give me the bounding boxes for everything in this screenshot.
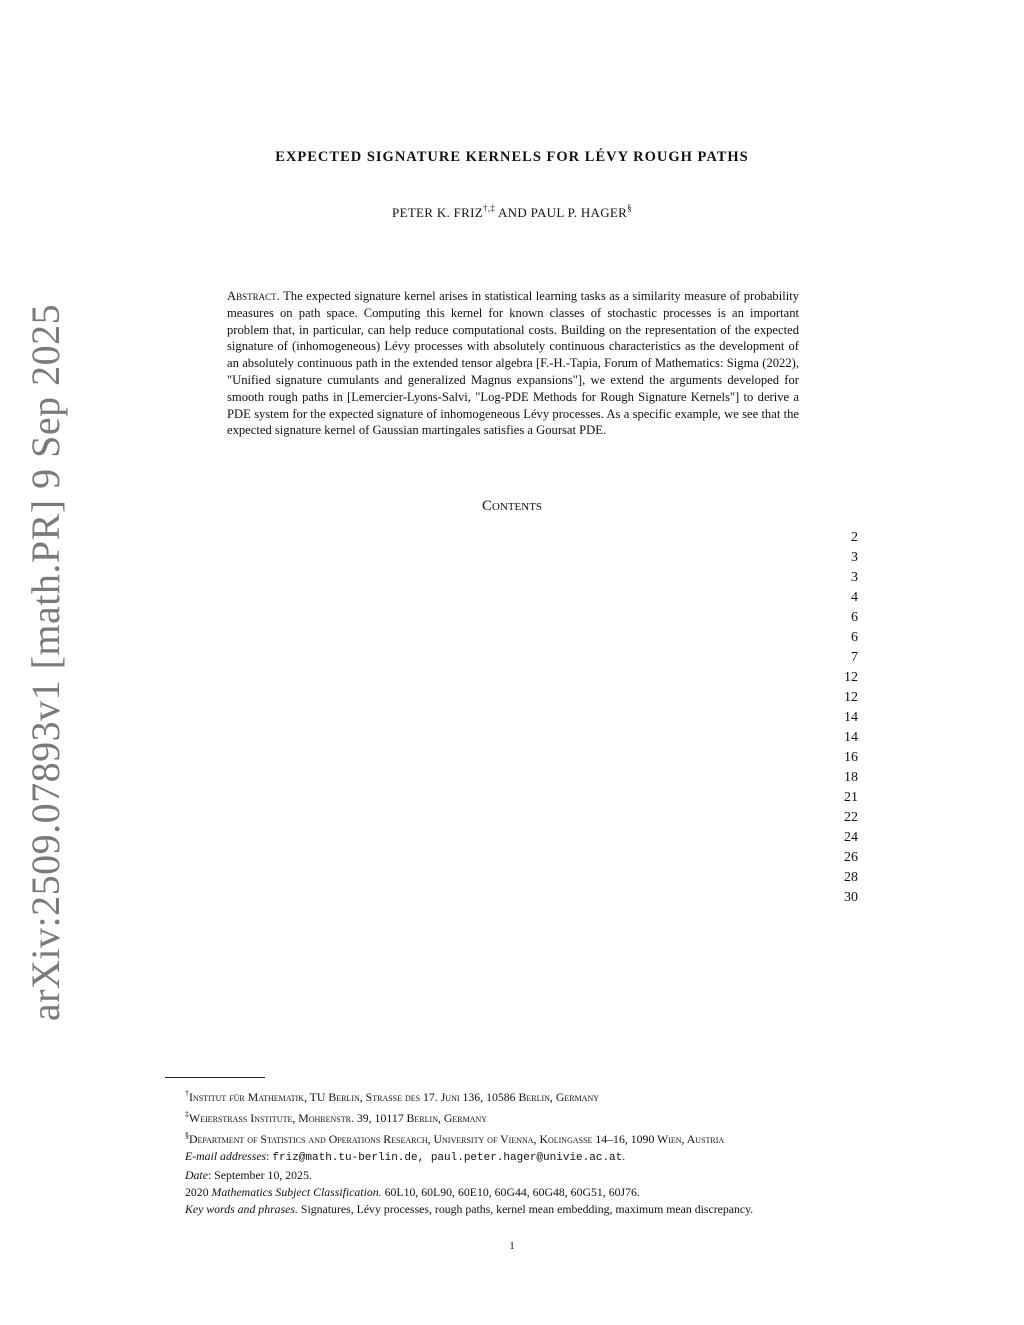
toc-page-number[interactable]: 24 — [844, 830, 858, 845]
author-conjunction: AND — [497, 205, 528, 220]
footnote-affiliation-3 — [165, 1127, 859, 1148]
keywords-label: Key words and phrases. — [185, 1202, 298, 1216]
page-number: 1 — [509, 1240, 515, 1252]
date-value: : September 10, 2025. — [207, 1168, 312, 1182]
toc-page-number[interactable]: 6 — [851, 630, 858, 645]
footnote-mark: § — [185, 1131, 189, 1140]
email-label: E-mail addresses — [185, 1149, 267, 1163]
toc-page-number[interactable]: 12 — [844, 670, 858, 685]
footnotes — [165, 1085, 859, 1218]
toc-page-number[interactable]: 7 — [851, 650, 858, 665]
msc-codes: 60L10, 60L90, 60E10, 60G44, 60G48, 60G51, 60J76. — [384, 1185, 640, 1199]
footnote-affiliation-1 — [165, 1085, 859, 1106]
contents-heading: Contents — [481, 498, 543, 514]
footnote-mark: † — [185, 1089, 189, 1098]
toc-page-number[interactable]: 21 — [844, 790, 858, 805]
toc-page-number[interactable]: 14 — [844, 710, 858, 725]
msc-line — [165, 1184, 859, 1201]
footnote-affiliation-2 — [165, 1106, 859, 1127]
abstract — [227, 288, 799, 439]
footnote-rule — [165, 1077, 265, 1078]
toc-page-number[interactable]: 6 — [851, 610, 858, 625]
author-1-affiliation-marks: †,‡ — [482, 203, 496, 213]
toc-page-number[interactable]: 3 — [851, 550, 858, 565]
author-1: PETER K. FRIZ — [392, 205, 483, 220]
toc-page-number[interactable]: 12 — [844, 690, 858, 705]
arxiv-sidebar-stamp — [23, 303, 69, 1021]
email-end: . — [622, 1149, 626, 1163]
toc-page-number[interactable]: 4 — [851, 590, 858, 605]
footnote-mark: ‡ — [185, 1110, 189, 1119]
author-2: PAUL P. HAGER — [530, 205, 628, 220]
affiliation-text: Institut für Mathematik, TU Berlin, Strasse des 17. Juni 136, 10586 Berlin, Germany — [189, 1090, 600, 1104]
msc-label: Mathematics Subject Classification. — [211, 1185, 382, 1199]
toc-page-number[interactable]: 30 — [844, 890, 858, 905]
msc-year: 2020 — [185, 1185, 209, 1199]
abstract-text: The expected signature kernel arises in statistical learning tasks as a similarity measure of probability measures on path space. Computing this kernel for known classes of stochastic processes is an important problem that, in particular, can help reduce computational costs. Building on the representation of the expected signature of (inhomogeneous) Lévy processes with absolutely continuous characteristics as the development of an absolutely continuous path in the extended tensor algebra [F.-H.-Tapia, Forum of Mathematics: Sigma (2022), "Unified signature cumulants and generalized Magnus expansions"], we extend the arguments developed for smooth rough paths in [Lemercier-Lyons-Salvi, "Log-PDE Methods for Rough Signature Kernels"] to derive a PDE system for the expected signature of inhomogeneous Lévy processes. As a specific example, we see that the expected signature kernel of Gaussian martingales satisfies a Goursat PDE. — [227, 289, 799, 438]
toc-page-number[interactable]: 26 — [844, 850, 858, 865]
toc-page-number[interactable]: 18 — [844, 770, 858, 785]
affiliation-text: Department of Statistics and Operations Research, University of Vienna, Kolingasse 14–16, 1090 Wien, Austria — [189, 1132, 725, 1146]
author-line — [160, 203, 864, 221]
paper-title: EXPECTED SIGNATURE KERNELS FOR LÉVY ROUGH PATHS — [275, 149, 749, 165]
author-2-affiliation-marks: § — [627, 203, 632, 213]
date-label: Date — [185, 1168, 208, 1182]
affiliation-text: Weierstrass Institute, Mohrenstr. 39, 10117 Berlin, Germany — [189, 1111, 488, 1125]
keywords-text: Signatures, Lévy processes, rough paths, kernel mean embedding, maximum mean discrepancy. — [300, 1202, 754, 1216]
toc-page-number[interactable]: 2 — [851, 530, 858, 545]
contents-page-numbers — [810, 528, 858, 908]
email-addresses[interactable]: friz@math.tu-berlin.de, paul.peter.hager@univie.ac.at — [272, 1152, 623, 1164]
toc-page-number[interactable]: 16 — [844, 750, 858, 765]
toc-page-number[interactable]: 3 — [851, 570, 858, 585]
toc-page-number[interactable]: 22 — [844, 810, 858, 825]
email-line — [165, 1148, 859, 1167]
toc-page-number[interactable]: 14 — [844, 730, 858, 745]
date-line — [165, 1167, 859, 1184]
arxiv-identifier: arXiv:2509.07893v1 [math.PR] 9 Sep 2025 — [23, 303, 69, 1021]
email-separator: : — [266, 1149, 270, 1163]
abstract-label: Abstract. — [227, 289, 280, 303]
keywords-line — [165, 1201, 859, 1218]
toc-page-number[interactable]: 28 — [844, 870, 858, 885]
